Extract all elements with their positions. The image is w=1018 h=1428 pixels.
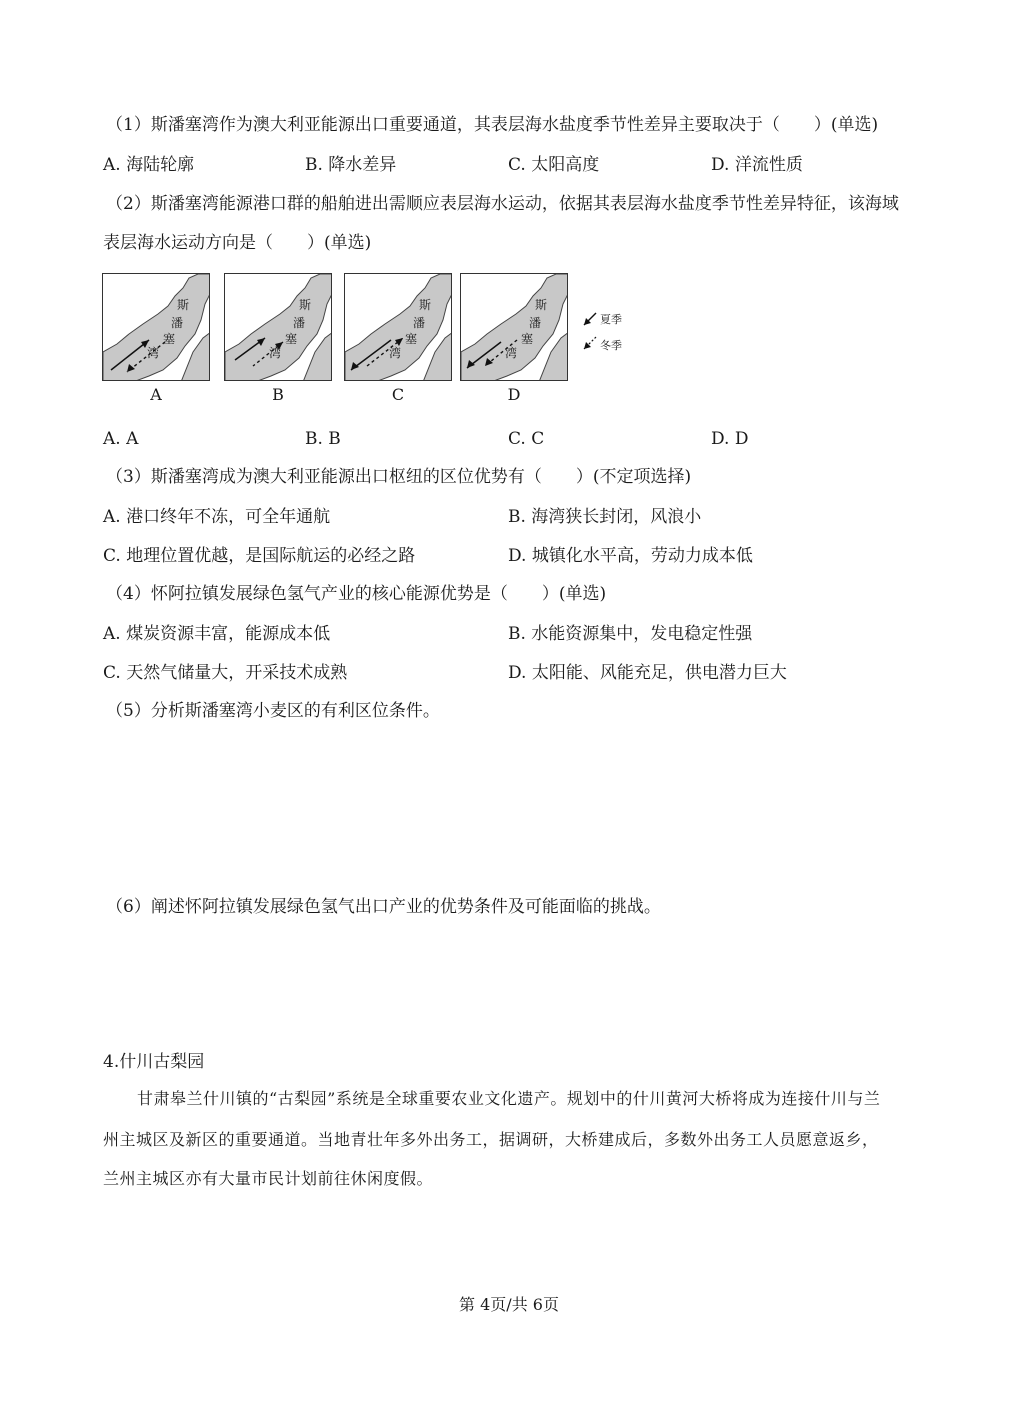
map-b-char-4: 湾 xyxy=(269,346,282,360)
map-label-d: D xyxy=(507,385,521,404)
map-panel-a xyxy=(102,273,210,381)
q4-option-c[interactable]: C. 天然气储量大，开采技术成熟 xyxy=(103,663,348,683)
legend-summer: 夏季 xyxy=(600,313,622,326)
map-a-char-2: 潘 xyxy=(171,316,184,330)
map-b-char-1: 斯 xyxy=(299,298,312,312)
section-4-para-line2: 州主城区及新区的重要通道。当地青壮年多外出务工，据调研，大桥建成后，多数外出务工人员愿意返乡， xyxy=(103,1130,879,1149)
map-d-char-1: 斯 xyxy=(535,298,548,312)
section-4-para-line1: 甘肃皋兰什川镇的“古梨园”系统是全球重要农业文化遗产。规划中的什川黄河大桥将成为连接什川与兰 xyxy=(137,1089,881,1108)
map-c-char-2: 潘 xyxy=(413,316,426,330)
q1-option-d[interactable]: D. 洋流性质 xyxy=(711,155,803,175)
q3-option-a[interactable]: A. 港口终年不冻，可全年通航 xyxy=(103,507,331,527)
map-d-char-2: 潘 xyxy=(529,316,542,330)
q4-option-d[interactable]: D. 太阳能、风能充足，供电潜力巨大 xyxy=(508,663,787,683)
map-a-char-1: 斯 xyxy=(177,298,190,312)
q1-option-a[interactable]: A. 海陆轮廓 xyxy=(103,155,195,175)
map-c-char-1: 斯 xyxy=(419,298,432,312)
q3-option-d[interactable]: D. 城镇化水平高，劳动力成本低 xyxy=(508,546,753,566)
q5-stem: （5）分析斯潘塞湾小麦区的有利区位条件。 xyxy=(106,701,440,721)
q2-option-d[interactable]: D. D xyxy=(711,429,749,449)
q2-option-b[interactable]: B. B xyxy=(305,429,341,449)
legend-winter: 冬季 xyxy=(600,339,622,352)
map-a-char-4: 湾 xyxy=(147,346,160,360)
q4-option-b[interactable]: B. 水能资源集中，发电稳定性强 xyxy=(508,624,753,644)
map-a-char-3: 塞 xyxy=(163,332,176,346)
map-d-char-3: 塞 xyxy=(521,332,534,346)
map-c-char-4: 湾 xyxy=(389,346,402,360)
map-b-char-3: 塞 xyxy=(285,332,298,346)
map-d-char-4: 湾 xyxy=(505,346,518,360)
q2-stem-line2: 表层海水运动方向是（ ）(单选) xyxy=(103,233,372,253)
map-c-char-3: 塞 xyxy=(405,332,418,346)
q2-option-a[interactable]: A. A xyxy=(103,429,139,449)
q2-option-c[interactable]: C. C xyxy=(508,429,545,449)
q1-option-b[interactable]: B. 降水差异 xyxy=(305,155,397,175)
q1-option-c[interactable]: C. 太阳高度 xyxy=(508,155,600,175)
map-b-char-2: 潘 xyxy=(293,316,306,330)
q6-stem: （6）阐述怀阿拉镇发展绿色氢气出口产业的优势条件及可能面临的挑战。 xyxy=(106,897,661,917)
q3-stem: （3）斯潘塞湾成为澳大利亚能源出口枢纽的区位优势有（ ）(不定项选择) xyxy=(106,467,692,487)
q3-option-b[interactable]: B. 海湾狭长封闭，风浪小 xyxy=(508,507,702,527)
map-panel-d xyxy=(460,273,568,381)
map-label-a: A xyxy=(150,385,162,404)
q4-stem: （4）怀阿拉镇发展绿色氢气产业的核心能源优势是（ ）(单选) xyxy=(106,584,607,604)
q3-option-c[interactable]: C. 地理位置优越，是国际航运的必经之路 xyxy=(103,546,416,566)
current-direction-figure xyxy=(102,273,632,413)
q4-option-a[interactable]: A. 煤炭资源丰富，能源成本低 xyxy=(103,624,331,644)
section-4-title: 4.什川古梨园 xyxy=(103,1052,205,1072)
map-panel-b xyxy=(224,273,332,381)
figure-legend xyxy=(580,309,640,359)
q1-stem: （1）斯潘塞湾作为澳大利亚能源出口重要通道，其表层海水盐度季节性差异主要取决于（ ）(单选) xyxy=(106,115,879,135)
map-label-c: C xyxy=(391,385,405,404)
section-4-para-line3: 兰州主城区亦有大量市民计划前往休闲度假。 xyxy=(103,1169,434,1188)
q2-stem-line1: （2）斯潘塞湾能源港口群的船舶进出需顺应表层海水运动，依据其表层海水盐度季节性差异特征，该海域 xyxy=(106,194,899,214)
page-footer: 第 4页/共 6页 xyxy=(459,1295,559,1314)
map-panel-c xyxy=(344,273,452,381)
map-label-b: B xyxy=(272,385,284,404)
